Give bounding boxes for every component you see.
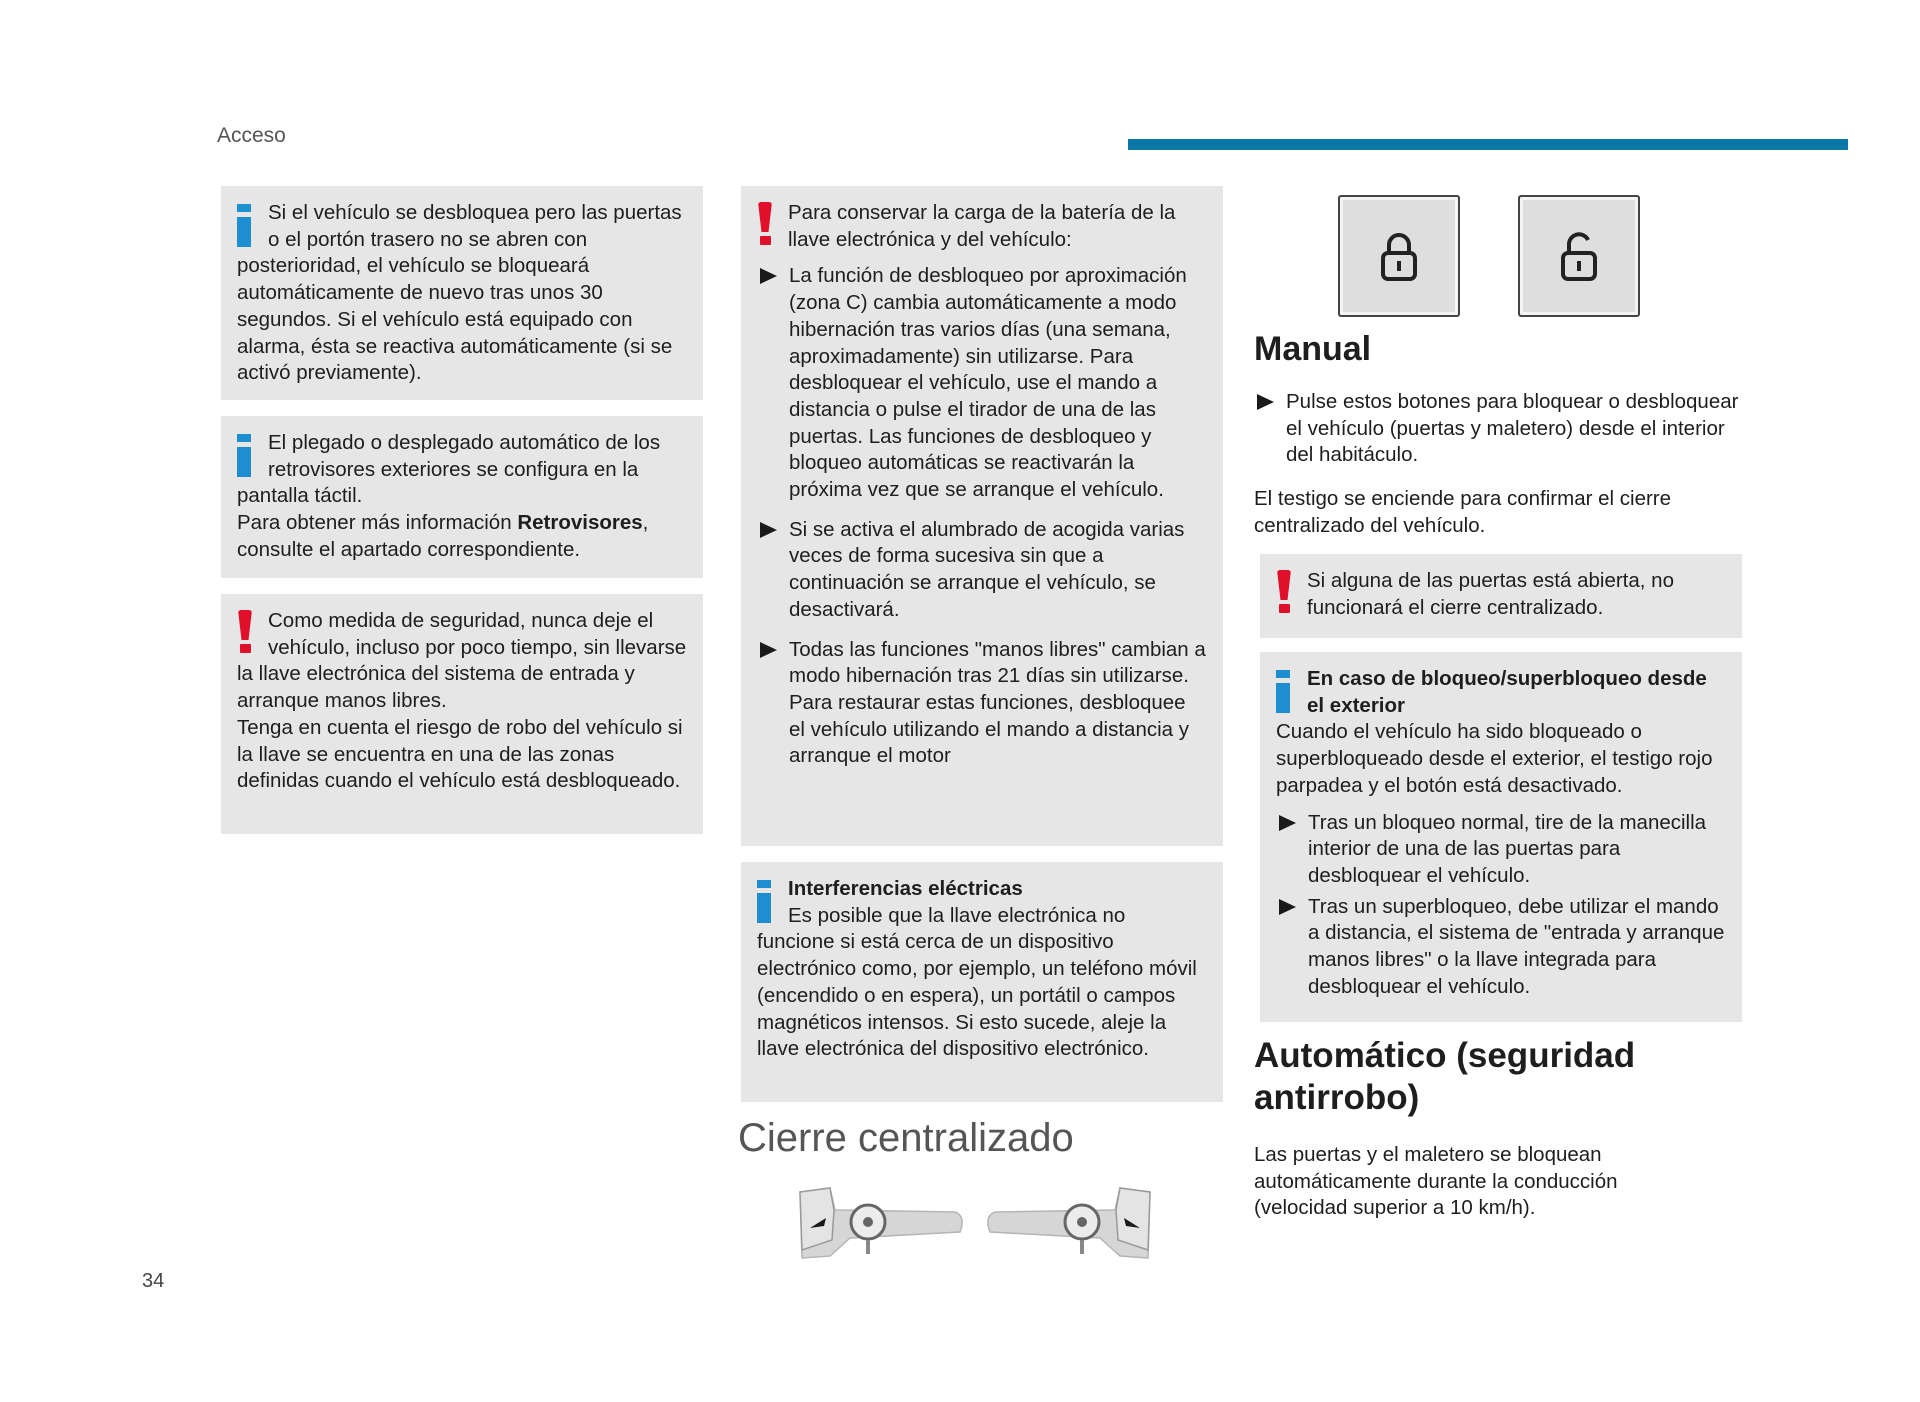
info-lock-title: En caso de bloqueo/superbloqueo desde el exterior xyxy=(1307,667,1707,717)
list-item: Pulse estos botones para bloquear o desbloquear el vehículo (puertas y maletero) desde el interior del habitáculo. xyxy=(1254,389,1744,469)
warning-box-door-open xyxy=(1260,554,1742,638)
auto-text: Las puertas y el maletero se bloquean automáticamente durante la conducción (velocidad superior a 10 km/h). xyxy=(1254,1143,1618,1220)
manual-list xyxy=(1254,389,1744,469)
info-icon xyxy=(237,204,251,247)
info-lock-list xyxy=(1276,810,1726,1001)
info-box-autolock xyxy=(221,186,703,400)
warning-box-security xyxy=(221,594,703,834)
list-item: Tras un superbloqueo, debe utilizar el mando a distancia, el sistema de "entrada y arranque manos libres" o la llave integrada para desbloquear el vehículo. xyxy=(1276,894,1726,1001)
info-lock-text: Cuando el vehículo ha sido bloqueado o superbloqueado desde el exterior, el testigo rojo parpadea y el botón está desactivado. xyxy=(1276,720,1713,797)
lock-button[interactable] xyxy=(1338,195,1460,317)
doors-locking-illustration xyxy=(790,1180,1160,1262)
list-item: Si se activa el alumbrado de acogida varias veces de forma sucesiva sin que a continuación se arranque el vehículo, se desactivará. xyxy=(757,517,1207,624)
warning-icon xyxy=(757,202,773,245)
lock-closed-icon xyxy=(1377,229,1421,285)
info-autolock-text: Si el vehículo se desbloquea pero las puertas o el portón trasero no se abren con posterioridad, el vehículo se bloqueará automáticamente de nuevo tras unos 30 segundos. Si el vehículo está equipado con alarma, ésta se reactiva automáticamente (si se activó previamente). xyxy=(237,201,682,385)
heading-auto: Automático (seguridad antirrobo) xyxy=(1254,1036,1636,1117)
section-accent-bar xyxy=(1128,139,1848,150)
info-box-lock-exterior xyxy=(1260,652,1742,1022)
info-box-interference xyxy=(741,862,1223,1102)
info-interference-text: Es posible que la llave electrónica no funcione si está cerca de un dispositivo electrónico como, por ejemplo, un teléfono móvil (encendido o en espera), un portátil o campos magnéticos intensos. Si esto sucede, aleje la llave electrónica del dispositivo electrónico. xyxy=(757,903,1197,1061)
warn-battery-intro: Para conservar la carga de la batería de la llave electrónica y del vehículo: xyxy=(788,201,1176,251)
info-icon xyxy=(1276,670,1290,713)
warn-battery-list xyxy=(757,263,1207,770)
info-interference-title: Interferencias eléctricas xyxy=(788,877,1023,900)
manual-text: El testigo se enciende para confirmar el cierre centralizado del vehículo. xyxy=(1254,487,1672,537)
warn-security-line1: Como medida de seguridad, nunca deje el vehículo, incluso por poco tiempo, sin llevarse la llave electrónica del sistema de entrada y arranque manos libres. xyxy=(237,609,687,713)
section-label: Acceso xyxy=(217,124,286,147)
list-item: Tras un bloqueo normal, tire de la manecilla interior de una de las puertas para desbloquear el vehículo. xyxy=(1276,810,1726,890)
info-box-mirrors xyxy=(221,416,703,578)
list-item: La función de desbloqueo por aproximación (zona C) cambia automáticamente a modo hibernación tras varios días (una semana, aproximadamente) sin utilizarse. Para desbloquear el vehículo, use el mando a distancia o pulse el tirador de una de las puertas. Las funciones de desbloqueo y bloqueo automáticas se reactivarán la próxima vez que se arranque el vehículo. xyxy=(757,263,1207,503)
info-icon xyxy=(237,434,251,477)
retrovisores-ref: Retrovisores xyxy=(517,511,643,535)
list-item: Todas las funciones "manos libres" cambian a modo hibernación tras 21 días sin utilizarse. Para restaurar estas funciones, desbloquee el vehículo utilizando el mando a distancia y arranque el motor xyxy=(757,637,1207,771)
warning-box-battery xyxy=(741,186,1223,846)
page-number: 34 xyxy=(142,1270,165,1292)
warning-icon xyxy=(237,610,253,653)
info-mirrors-line1: El plegado o desplegado automático de los retrovisores exteriores se configura en la pantalla táctil. xyxy=(237,431,661,508)
lock-open-icon xyxy=(1557,229,1601,285)
warn-security-line2: Tenga en cuenta el riesgo de robo del vehículo si la llave se encuentra en una de las zonas definidas cuando el vehículo está desbloqueado. xyxy=(237,715,683,793)
info-icon xyxy=(757,880,771,923)
heading-central-locking: Cierre centralizado xyxy=(738,1116,1074,1160)
unlock-button[interactable] xyxy=(1518,195,1640,317)
heading-manual: Manual xyxy=(1254,330,1372,368)
info-mirrors-line2: Para obtener más información Retrovisores, consulte el apartado correspondiente. xyxy=(237,511,649,561)
warning-icon xyxy=(1276,570,1292,613)
warn-door-open-text: Si alguna de las puertas está abierta, no funcionará el cierre centralizado. xyxy=(1307,569,1674,619)
